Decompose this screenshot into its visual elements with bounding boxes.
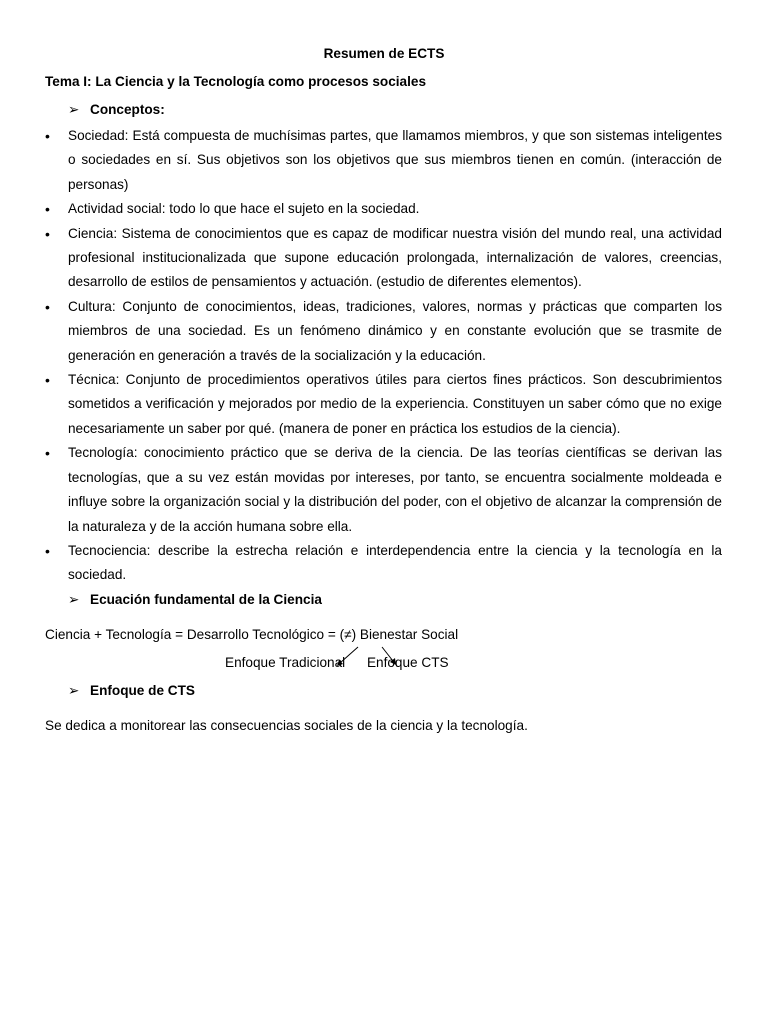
section-enfoque-cts — [68, 683, 195, 699]
enfoque-cts-label: Enfoque CTS — [366, 655, 449, 670]
list-item-text: Tecnociencia: describe la estrecha relación e interdependencia entre la ciencia y la tecnología en la sociedad. — [68, 542, 722, 583]
list-item — [45, 295, 722, 368]
section-conceptos — [68, 102, 165, 118]
cts-description: Se dedica a monitorear las consecuencias sociales de la ciencia y la tecnología. — [45, 718, 528, 733]
bullet-icon: • — [45, 372, 50, 389]
bullet-icon: • — [45, 298, 50, 315]
list-item — [45, 222, 722, 295]
bullet-icon: • — [45, 128, 50, 144]
list-item-text: Técnica: Conjunto de procedimientos operativos útiles para ciertos fines prácticos. Son descubrimientos sometidos a verificación y mejorados por medio de la experiencia. Constituyen un saber cómo que no exige necesariamente un saber por qué. (manera de poner en práctica los estudios de la ciencia). — [68, 372, 722, 436]
section-conceptos-label: Conceptos: — [90, 102, 165, 117]
list-item — [45, 539, 722, 588]
bullet-icon: • — [45, 225, 50, 242]
topic-heading: Tema I: La Ciencia y la Tecnología como procesos sociales — [45, 74, 427, 89]
arrow-bullet-icon: ➢ — [68, 102, 80, 117]
bullet-icon: • — [45, 445, 50, 462]
concept-list — [45, 124, 722, 588]
list-item-text: Tecnología: conocimiento práctico que se deriva de la ciencia. De las teorías científicas se derivan las tecnologías, que a su vez están movidas por intereses, por tanto, se encuentra socialmente moldeada e influye sobre la organización social y la distribución del poder, con el objetivo de alcanzar la comprensión de la naturaleza y de la acción humana sobre ella. — [68, 445, 722, 534]
list-item-text: Sociedad: Está compuesta de muchísimas partes, que llamamos miembros, y que son sistemas inteligentes o sociedades en sí. Sus objetivos son los objetivos que sus miembros tienen en común. (interacción de personas) — [68, 128, 722, 192]
list-item-text: Actividad social: todo lo que hace el sujeto en la sociedad. — [68, 201, 420, 217]
bullet-icon: • — [45, 201, 50, 218]
bullet-icon: • — [45, 542, 50, 559]
list-item-text: Cultura: Conjunto de conocimientos, ideas, tradiciones, valores, normas y prácticas que comparten los miembros de una sociedad. Es un fenómeno dinámico y en constante evolución que se trasmite de generación en generación a través de la socialización y la educación. — [68, 298, 722, 363]
section-ecuacion — [68, 592, 322, 608]
list-item — [45, 441, 722, 539]
enfoque-labels — [225, 655, 449, 670]
list-item-text: Ciencia: Sistema de conocimientos que es capaz de modificar nuestra visión del mundo real, una actividad profesional institucionalizada que supone educación prolongada, internalización de valores, creencias, desarrollo de estilos de pensamientos y actuación. (estudio de diferentes elementos). — [68, 225, 722, 290]
arrow-bullet-icon: ➢ — [68, 683, 80, 698]
section-enfoque-cts-label: Enfoque de CTS — [90, 683, 195, 698]
list-item — [45, 124, 722, 197]
arrow-bullet-icon: ➢ — [68, 592, 80, 607]
list-item — [45, 197, 722, 221]
section-ecuacion-label: Ecuación fundamental de la Ciencia — [90, 592, 322, 607]
document-title: Resumen de ECTS — [323, 46, 445, 61]
enfoque-tradicional-label: Enfoque Tradicional — [225, 655, 346, 670]
equation-text: Ciencia + Tecnología = Desarrollo Tecnológico = (≠) Bienestar Social — [45, 627, 459, 642]
list-item — [45, 368, 722, 441]
